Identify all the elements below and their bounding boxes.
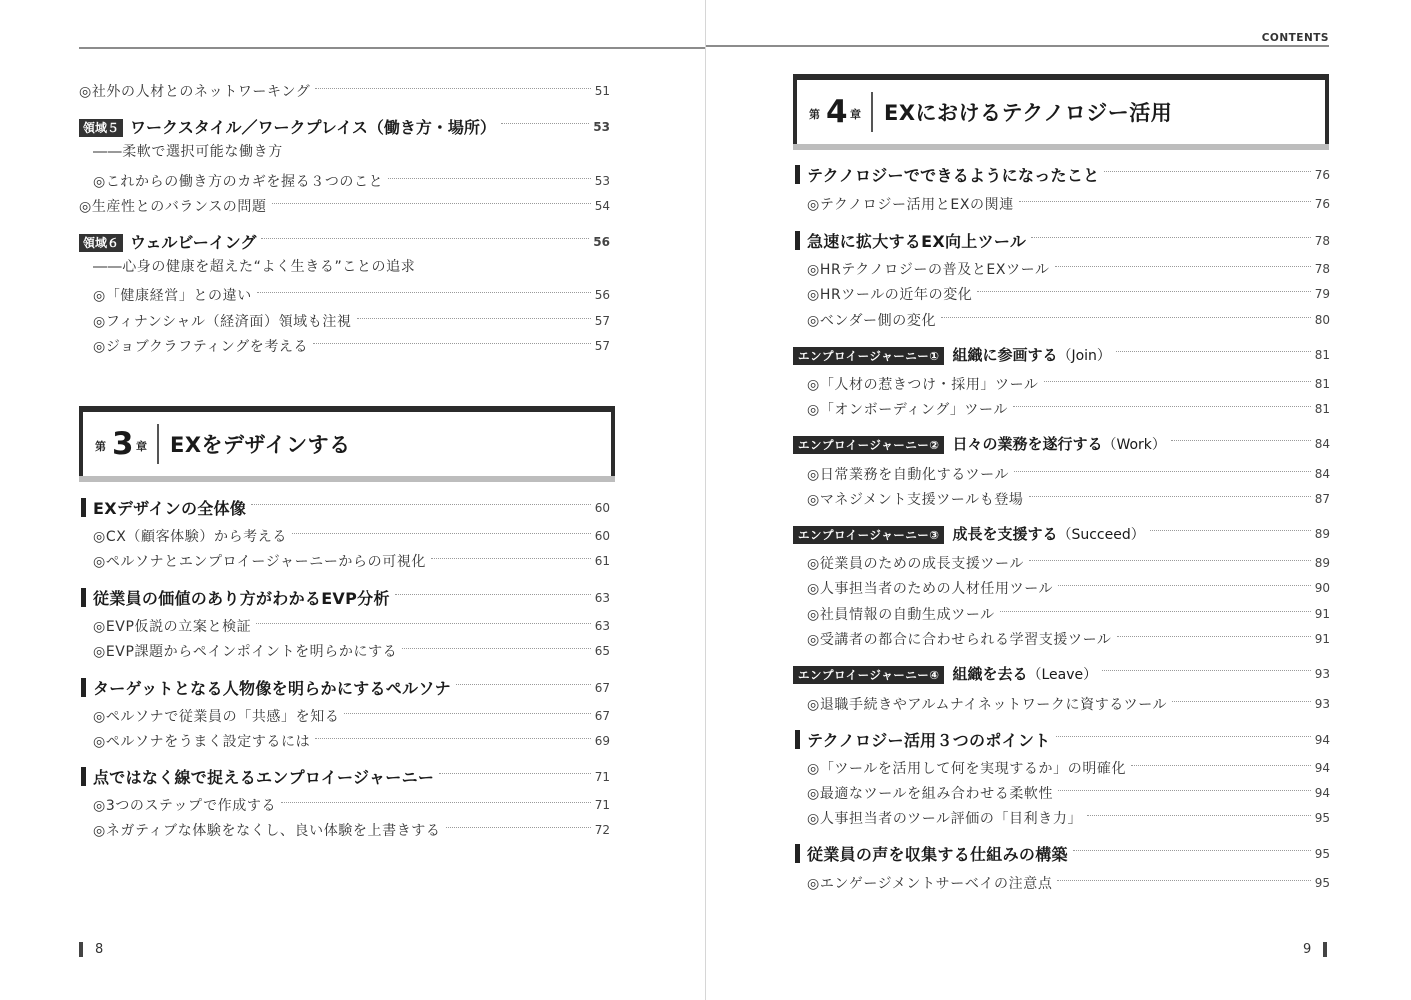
journey-badge: エンプロイージャーニー③ xyxy=(793,526,944,544)
section-heading: テクノロジーでできるようになったこと 76 xyxy=(807,163,1330,186)
toc-entry: ◎人事担当者のための人材任用ツール 90 xyxy=(807,581,1330,597)
journey-badge: エンプロイージャーニー④ xyxy=(793,666,944,684)
toc-entry: ◎「健康経営」との違い 56 xyxy=(93,288,610,304)
toc-entry: ◎EVP課題からペインポイントを明らかにする 65 xyxy=(93,644,610,660)
toc-entry: ◎テクノロジー活用とEXの関連 76 xyxy=(807,197,1330,213)
toc-entry: ◎社外の人材とのネットワーキング 51 xyxy=(79,84,610,100)
journey-heading: エンプロイージャーニー④ 組織を去る（Leave） 93 xyxy=(793,663,1330,684)
area-subtitle: ――心身の健康を超えた“よく生きる”ことの追求 xyxy=(93,259,416,275)
toc-entry: ◎HRテクノロジーの普及とEXツール 78 xyxy=(807,262,1330,278)
area5-heading: 領域５ ワークスタイル／ワークプレイス（働き方・場所） 53 xyxy=(79,115,610,138)
chapter-number: 4 xyxy=(826,94,848,130)
toc-entry: ◎CX（顧客体験）から考える 60 xyxy=(93,529,610,545)
toc-entry: ◎3つのステップで作成する 71 xyxy=(93,798,610,814)
right-page xyxy=(706,0,1411,1000)
toc-entry: ◎ペルソナとエンプロイージャーニーからの可視化 61 xyxy=(93,554,610,570)
toc-entry: ◎人事担当者のツール評価の「目利き力」 95 xyxy=(807,811,1330,827)
toc-entry: ◎ネガティブな体験をなくし、良い体験を上書きする 72 xyxy=(93,823,610,839)
section-heading: EXデザインの全体像 60 xyxy=(93,496,610,519)
section-heading: 点ではなく線で捉えるエンプロイージャーニー 71 xyxy=(93,765,610,788)
toc-entry: ◎ジョブクラフティングを考える 57 xyxy=(93,339,610,355)
running-header: CONTENTS xyxy=(1261,32,1329,44)
chapter-title: EXにおけるテクノロジー活用 xyxy=(884,101,1173,125)
journey-badge: エンプロイージャーニー② xyxy=(793,436,944,454)
area-badge: 領域５ xyxy=(79,119,123,137)
header-rule xyxy=(706,45,1329,47)
chapter4-header: 第 4 章 EXにおけるテクノロジー活用 xyxy=(793,74,1329,144)
toc-entry: ◎「人材の惹きつけ・採用」ツール 81 xyxy=(807,377,1330,393)
toc-entry: ◎EVP仮説の立案と検証 63 xyxy=(93,619,610,635)
toc-entry: ◎退職手続きやアルムナイネットワークに資するツール 93 xyxy=(807,697,1330,713)
toc-entry: ◎日常業務を自動化するツール 84 xyxy=(807,467,1330,483)
toc-entry: ◎HRツールの近年の変化 79 xyxy=(807,287,1330,303)
toc-entry: ◎ペルソナで従業員の「共感」を知る 67 xyxy=(93,709,610,725)
area6-heading: 領域６ ウェルビーイング 56 xyxy=(79,230,610,253)
toc-entry: ◎「オンボーディング」ツール 81 xyxy=(807,402,1330,418)
toc-entry: ◎従業員のための成長支援ツール 89 xyxy=(807,556,1330,572)
chapter-number: 3 xyxy=(112,426,134,462)
toc-entry: ◎社員情報の自動生成ツール 91 xyxy=(807,607,1330,623)
toc-entry: ◎受講者の都合に合わせられる学習支援ツール 91 xyxy=(807,632,1330,648)
toc-entry: ◎ペルソナをうまく設定するには 69 xyxy=(93,734,610,750)
toc-entry: ◎これからの働き方のカギを握る３つのこと 53 xyxy=(93,174,610,190)
journey-heading: エンプロイージャーニー③ 成長を支援する（Succeed） 89 xyxy=(793,523,1330,544)
journey-heading: エンプロイージャーニー② 日々の業務を遂行する（Work） 84 xyxy=(793,433,1330,454)
journey-heading: エンプロイージャーニー① 組織に参画する（Join） 81 xyxy=(793,344,1330,365)
toc-entry: ◎フィナンシャル（経済面）領域も注視 57 xyxy=(93,314,610,330)
chapter3-header: 第 3 章 EXをデザインする xyxy=(79,406,615,476)
section-heading: 急速に拡大するEX向上ツール 78 xyxy=(807,229,1330,252)
journey-badge: エンプロイージャーニー① xyxy=(793,347,944,365)
section-heading: テクノロジー活用３つのポイント 94 xyxy=(807,728,1330,751)
page-number: 8 xyxy=(79,942,103,957)
toc-entry: ◎「ツールを活用して何を実現するか」の明確化 94 xyxy=(807,761,1330,777)
toc-entry: ◎ベンダー側の変化 80 xyxy=(807,313,1330,329)
area-title: ワークスタイル／ワークプレイス（働き方・場所） xyxy=(130,118,496,137)
toc-entry: ◎最適なツールを組み合わせる柔軟性 94 xyxy=(807,786,1330,802)
chapter-title: EXをデザインする xyxy=(170,433,351,457)
header-rule xyxy=(79,47,705,49)
toc-entry: ◎マネジメント支援ツールも登場 87 xyxy=(807,492,1330,508)
area-title: ウェルビーイング xyxy=(130,233,257,252)
toc-entry: ◎エンゲージメントサーベイの注意点 95 xyxy=(807,876,1330,892)
area-badge: 領域６ xyxy=(79,234,123,252)
section-heading: 従業員の声を収集する仕組みの構築 95 xyxy=(807,842,1330,865)
section-heading: 従業員の価値のあり方がわかるEVP分析 63 xyxy=(93,586,610,609)
page-number: 9 xyxy=(1303,942,1327,957)
section-heading: ターゲットとなる人物像を明らかにするペルソナ 67 xyxy=(93,676,610,699)
toc-entry: ◎生産性とのバランスの問題 54 xyxy=(79,199,610,215)
area-subtitle: ――柔軟で選択可能な働き方 xyxy=(93,144,283,160)
